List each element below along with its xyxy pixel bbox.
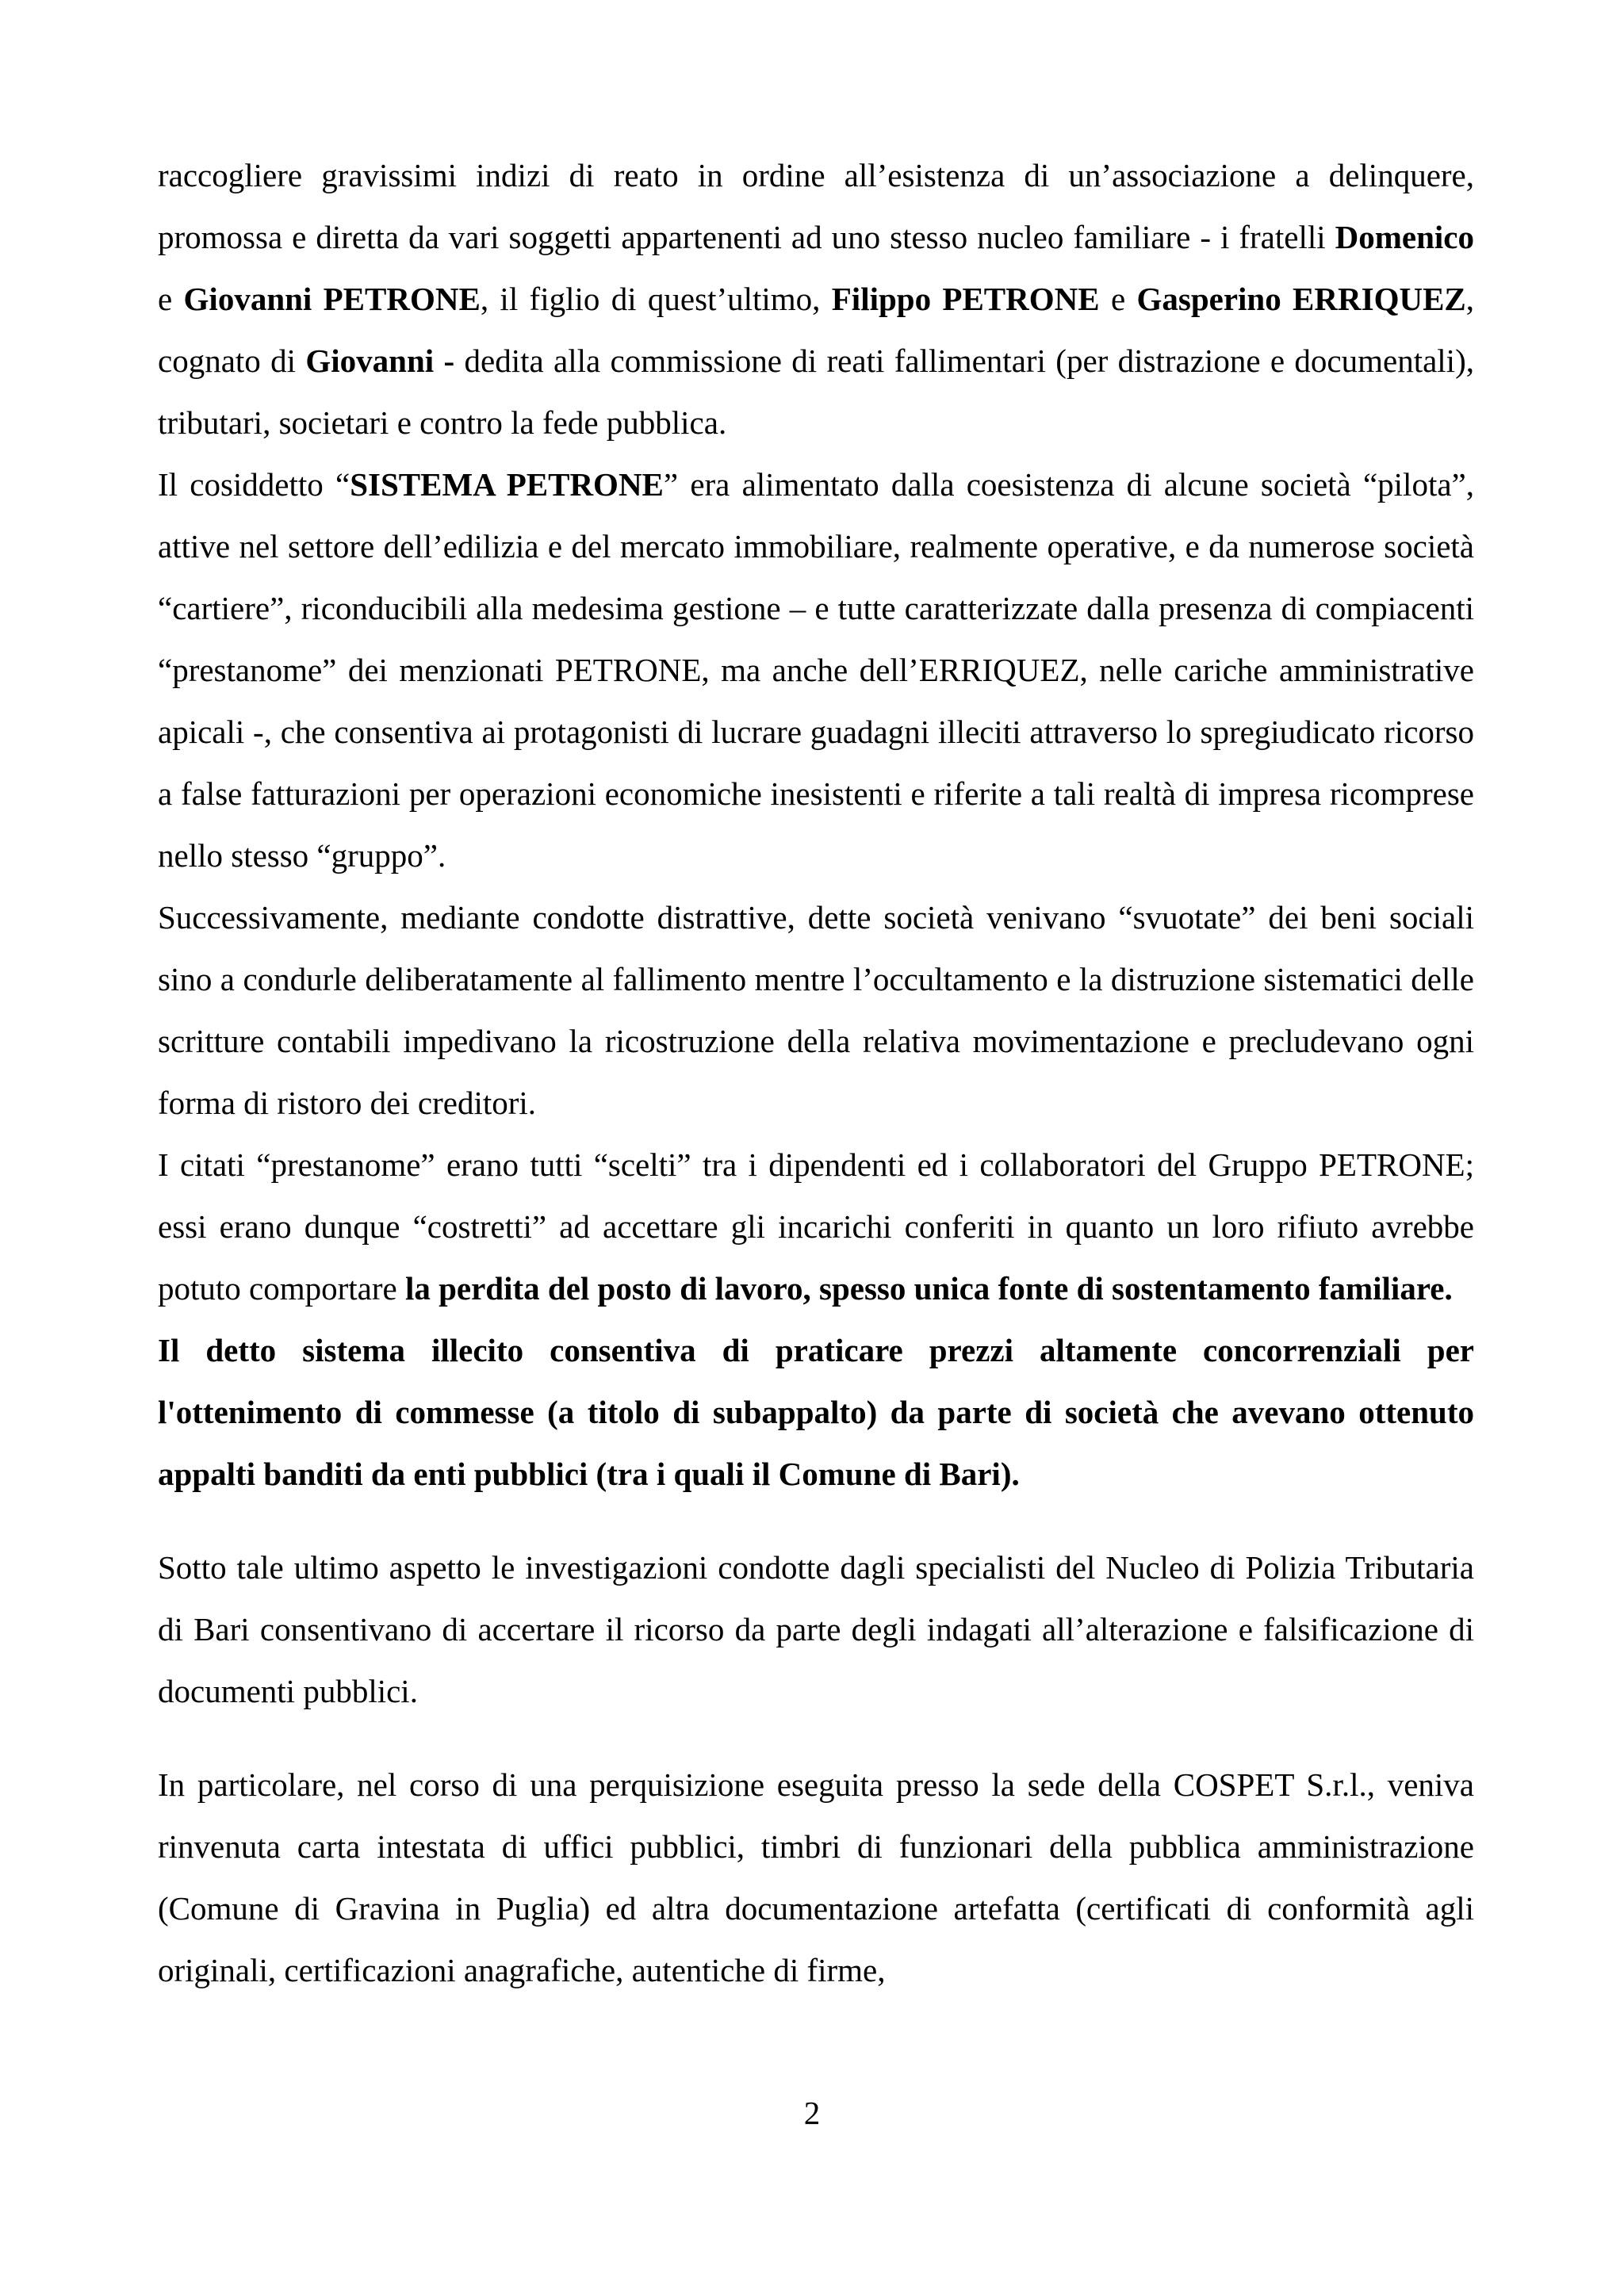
paragraph-1: [158, 144, 1474, 453]
document-body: [158, 144, 1474, 2001]
paragraph-7: [158, 1754, 1474, 2001]
text-run: Il cosiddetto “: [158, 466, 350, 503]
bold-emphasis: la perdita del posto di lavoro, spesso unica fonte di sostentamento familiare.: [404, 1270, 1453, 1307]
paragraph-3: [158, 886, 1474, 1134]
text-run: Sotto tale ultimo aspetto le investigazioni condotte dagli specialisti del Nucleo di Polizia Tributaria di Bari consentivano di accertare il ricorso da parte degli indagati all’alterazione e falsificazione di documenti pubblici.: [158, 1549, 1474, 1709]
page-number: 2: [803, 2095, 821, 2131]
paragraph-2: [158, 453, 1474, 886]
bold-sistema-petrone: SISTEMA PETRONE: [350, 466, 664, 503]
text-run: raccogliere gravissimi indizi di reato in ordine all’esistenza di un’associazione a delinquere, promossa e diretta da vari soggetti appartenenti ad uno stesso nucleo familiare - i fratelli: [158, 157, 1474, 255]
paragraph-6: [158, 1536, 1474, 1722]
text-run: Successivamente, mediante condotte distrattive, dette società venivano “svuotate” dei beni sociali sino a condurle deliberatamente al fallimento mentre l’occultamento e la distruzione sistematici delle scritture contabili impedivano la ricostruzione della relativa movimentazione e precludevano ogni forma di ristoro dei creditori.: [158, 899, 1474, 1121]
text-run: , cognato di: [158, 281, 1475, 379]
text-run: ” era alimentato dalla coesistenza di alcune società “pilota”, attive nel settore dell’edilizia e del mercato immobiliare, realmente operative, e da numerose società “cartiere”, riconducibili alla medesima gestione – e tutte caratterizzate dalla presenza di compiacenti “prestanome” dei menzionati PETRONE, ma anche dell’ERRIQUEZ, nelle cariche amministrative apicali -, che consentiva ai protagonisti di lucrare guadagni illeciti attraverso lo spregiudicato ricorso a false fatturazioni per operazioni economiche inesistenti e riferite a tali realtà di impresa ricomprese nello stesso “gruppo”.: [158, 466, 1474, 874]
bold-name-gasperino-erriquez: Gasperino ERRIQUEZ: [1136, 281, 1466, 317]
bold-name-giovanni: Giovanni -: [305, 342, 455, 379]
text-run: , il figlio di quest’ultimo,: [480, 281, 832, 317]
text-run: In particolare, nel corso di una perquisizione eseguita presso la sede della COSPET S.r.l., veniva rinvenuta carta intestata di uffici pubblici, timbri di funzionari della pubblica amministrazione (Comune di Gravina in Puglia) ed altra documentazione artefatta (certificati di conformità agli originali, certificazioni anagrafiche, autentiche di firme,: [158, 1766, 1474, 1988]
text-run: dedita alla commissione di reati fallimentari (per distrazione e documentali), tributari, societari e contro la fede pubblica.: [158, 342, 1474, 441]
text-run: e: [158, 281, 184, 317]
bold-name-filippo-petrone: Filippo PETRONE: [831, 281, 1100, 317]
text-run: I citati “prestanome” erano tutti “scelti” tra i dipendenti ed i collaboratori del Gruppo PETRONE; essi erano dunque “costretti” ad accettare gli incarichi conferiti in quanto un loro rifiuto avrebbe potuto comportare: [158, 1146, 1474, 1307]
paragraph-5: [158, 1319, 1474, 1505]
paragraph-4: [158, 1134, 1474, 1319]
bold-name-giovanni-petrone: Giovanni PETRONE: [183, 281, 481, 317]
bold-name-domenico: Domenico: [1335, 219, 1474, 255]
text-run: e: [1099, 281, 1137, 317]
bold-paragraph: Il detto sistema illecito consentiva di praticare prezzi altamente concorrenziali per l'ottenimento di commesse (a titolo di subappalto) da parte di società che avevano ottenuto appalti banditi da enti pubblici (tra i quali il Comune di Bari).: [158, 1332, 1474, 1492]
